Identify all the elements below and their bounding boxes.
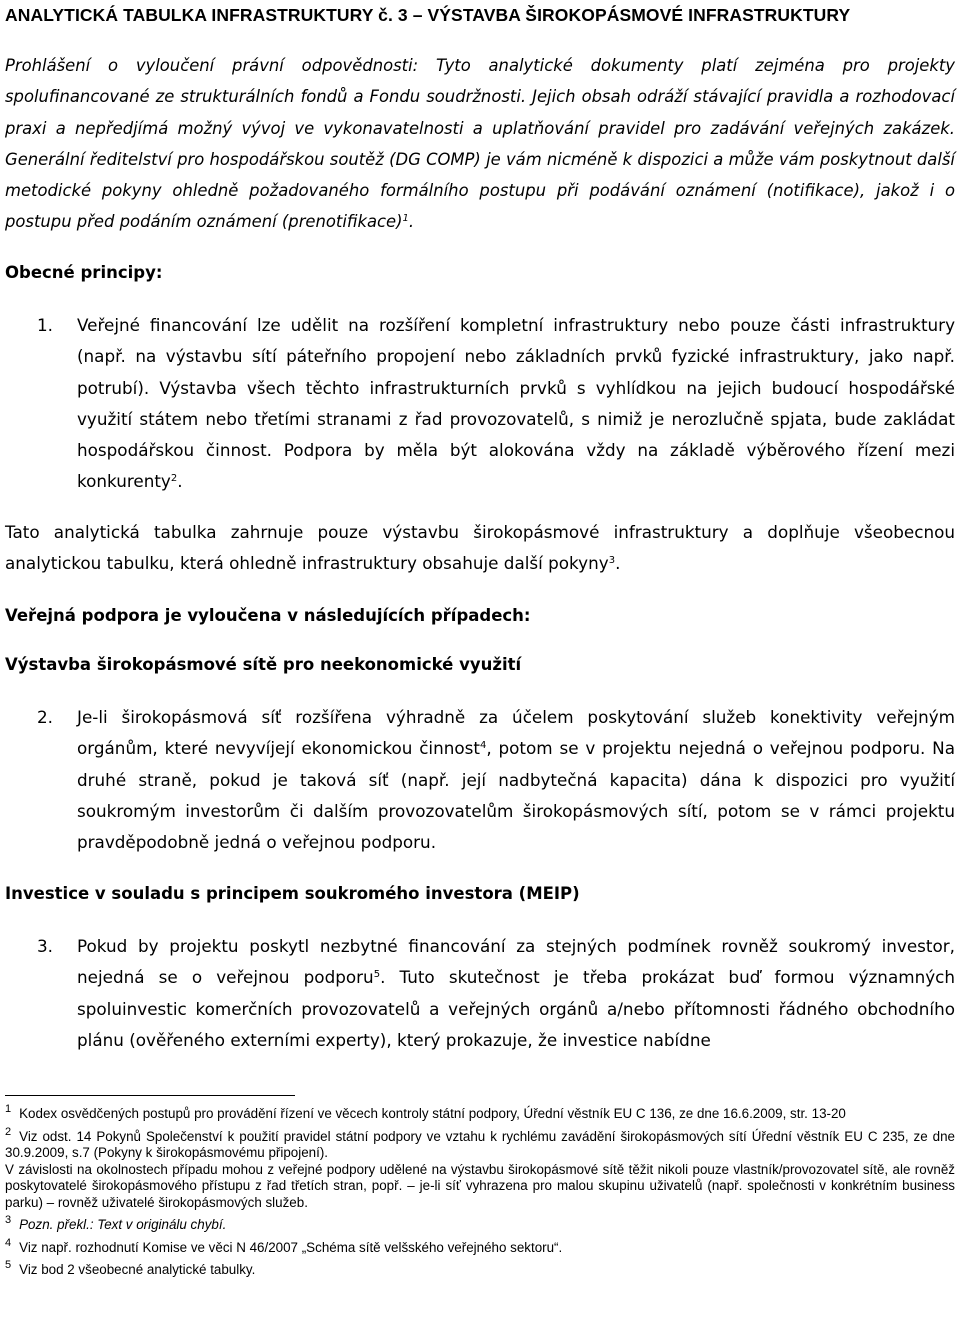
list-item-text-cont: , potom se v projektu nejedná o veřejnou podporu. Na druhé straně, pokud je taková síť (např. její nadbytečná kapacita) dána k dispozici pro využití soukromým investorům či dalším provozovatelům širokopásmových sítí, potom se v rámci projektu pravděpodobně jedná o veřejnou podporu.: [77, 738, 955, 853]
list-item-text-cont: . Tuto skutečnost je třeba prokázat buď formou významných spoluinvestic komerčních provozovatelů a veřejných orgánů a/nebo přítomnosti řádného obchodního plánu (ověřeného externími experty), který prokazuje, že investice nabídne: [77, 967, 956, 1050]
footnote-divider: [5, 1095, 295, 1096]
footnote-number: 3: [5, 1214, 12, 1226]
list-number: 1.: [37, 315, 54, 335]
list-item-1: [5, 310, 955, 498]
footnote-ref-1[interactable]: 1: [402, 213, 409, 225]
footnote-1: [5, 1101, 955, 1123]
footnote-ref-4[interactable]: 4: [479, 740, 487, 752]
non-economic-heading: Výstavba širokopásmové sítě pro neekonomické využití: [5, 655, 522, 674]
footnote-text: Kodex osvědčených postupů pro provádění řízení ve věcech kontroly státní podpory, Úřední věstník EU C 136, ze dne 16.6.2009, str. 13-20: [19, 1106, 846, 1121]
list-item-end: .: [177, 471, 183, 492]
footnote-ref-2[interactable]: 2: [170, 473, 178, 485]
document-title: ANALYTICKÁ TABULKA INFRASTRUKTURY č. 3 – VÝSTAVBA ŠIROKOPÁSMOVÉ INFRASTRUKTURY: [5, 5, 851, 25]
footnote-number: 5: [5, 1259, 12, 1271]
general-principles-heading: Obecné principy:: [5, 263, 163, 282]
list-item-text: Je-li širokopásmová síť rozšířena výhradně za účelem poskytování služeb konektivity veřejným orgánům, které nevyvíjejí ekonomickou činnost: [77, 707, 955, 759]
excluded-cases-heading: Veřejná podpora je vyloučena v následujících případech:: [5, 606, 531, 625]
disclaimer-end: .: [408, 212, 415, 232]
footnote-ref-5[interactable]: 5: [373, 969, 381, 981]
footnote-2-continuation: V závislosti na okolnostech případu mohou z veřejné podpory udělené na výstavbu širokopásmové sítě těžit nikoli pouze vlastník/provozovatel sítě, ale rovněž poskytovatelé širokopásmového přístupu z řad třetích stran, popř. – je-li síť vyhrazena pro malou skupinu uživatelů (např. společnosti v konkrétním business parku) – rovněž uživatelé širokopásmových služeb.: [5, 1161, 955, 1210]
footnote-3: [5, 1212, 955, 1234]
list-item-text: Veřejné financování lze udělit na rozšíření kompletní infrastruktury nebo pouze části infrastruktury (např. na výstavbu sítí páteřního propojení nebo základních prvků fyzické infrastruktury, jako např. potrubí). Výstavba všech těchto infrastrukturních prvků s vyhlídkou na jejich budoucí hospodářské využití státem nebo třetími stranami z řad provozovatelů, s nimiž je nerozlučně spjata, bude zakládat hospodářskou činnost. Podpora by měla být alokována vždy na základě výběrového řízení mezi konkurenty: [77, 315, 955, 492]
footnote-text: Pozn. překl.: Text v originálu chybí.: [19, 1217, 227, 1232]
disclaimer-text: Prohlášení o vyloučení právní odpovědnosti: Tyto analytické dokumenty platí zejména pro projekty spolufinancované ze strukturálních fondů a Fondu soudržnosti. Jejich obsah odráží stávající pravidla a rozhodovací praxi a nepředjímá možný vývoj ve vykonavatelnosti a uplatňování pravidel pro zadávání veřejných zakázek. Generální ředitelství pro hospodářskou soutěž (DG COMP) je vám nicméně k dispozici a může vám poskytnout další metodické pokyny ohledně požadovaného formálního postupu při podávání oznámení (notifikace), jakož i o postupu před podáním oznámení (prenotifikace): [5, 56, 955, 232]
list-item-text: Pokud by projektu poskytl nezbytné financování za stejných podmínek rovněž soukromý investor, nejedná se o veřejnou podporu: [77, 936, 955, 988]
footnote-4: [5, 1235, 955, 1257]
meip-heading: Investice v souladu s principem soukromého investora (MEIP): [5, 884, 580, 903]
footnotes: [5, 1101, 955, 1279]
footnote-ref-3[interactable]: 3: [608, 555, 616, 567]
footnote-text: Viz odst. 14 Pokynů Společenství k použití pravidel státní podpory ve vztahu k rychlému zavádění širokopásmových sítí Úřední věstník EU C 235, ze dne 30.9.2009, s.7 (Pokyny k širokopásmovému připojení).: [5, 1128, 955, 1160]
footnote-text: Viz bod 2 všeobecné analytické tabulky.: [19, 1262, 256, 1277]
footnote-number: 2: [5, 1125, 12, 1138]
legal-disclaimer: [5, 50, 955, 238]
list-item-3: [5, 931, 955, 1056]
list-number: 2.: [37, 707, 54, 727]
list-item-2: [5, 702, 955, 858]
footnote-number: 1: [5, 1103, 12, 1115]
footnote-2: [5, 1124, 955, 1162]
list-number: 3.: [37, 936, 54, 956]
paragraph-text: Tato analytická tabulka zahrnuje pouze výstavbu širokopásmové infrastruktury a doplňuje všeobecnou analytickou tabulku, která ohledně infrastruktury obsahuje další pokyny: [5, 522, 955, 574]
paragraph-end: .: [615, 553, 621, 574]
footnote-5: [5, 1257, 955, 1279]
footnote-number: 4: [5, 1236, 12, 1249]
intro-paragraph: [5, 517, 955, 580]
footnote-text: Viz např. rozhodnutí Komise ve věci N 46/2007 „Schéma sítě velšského veřejného sektoru“.: [19, 1239, 563, 1255]
